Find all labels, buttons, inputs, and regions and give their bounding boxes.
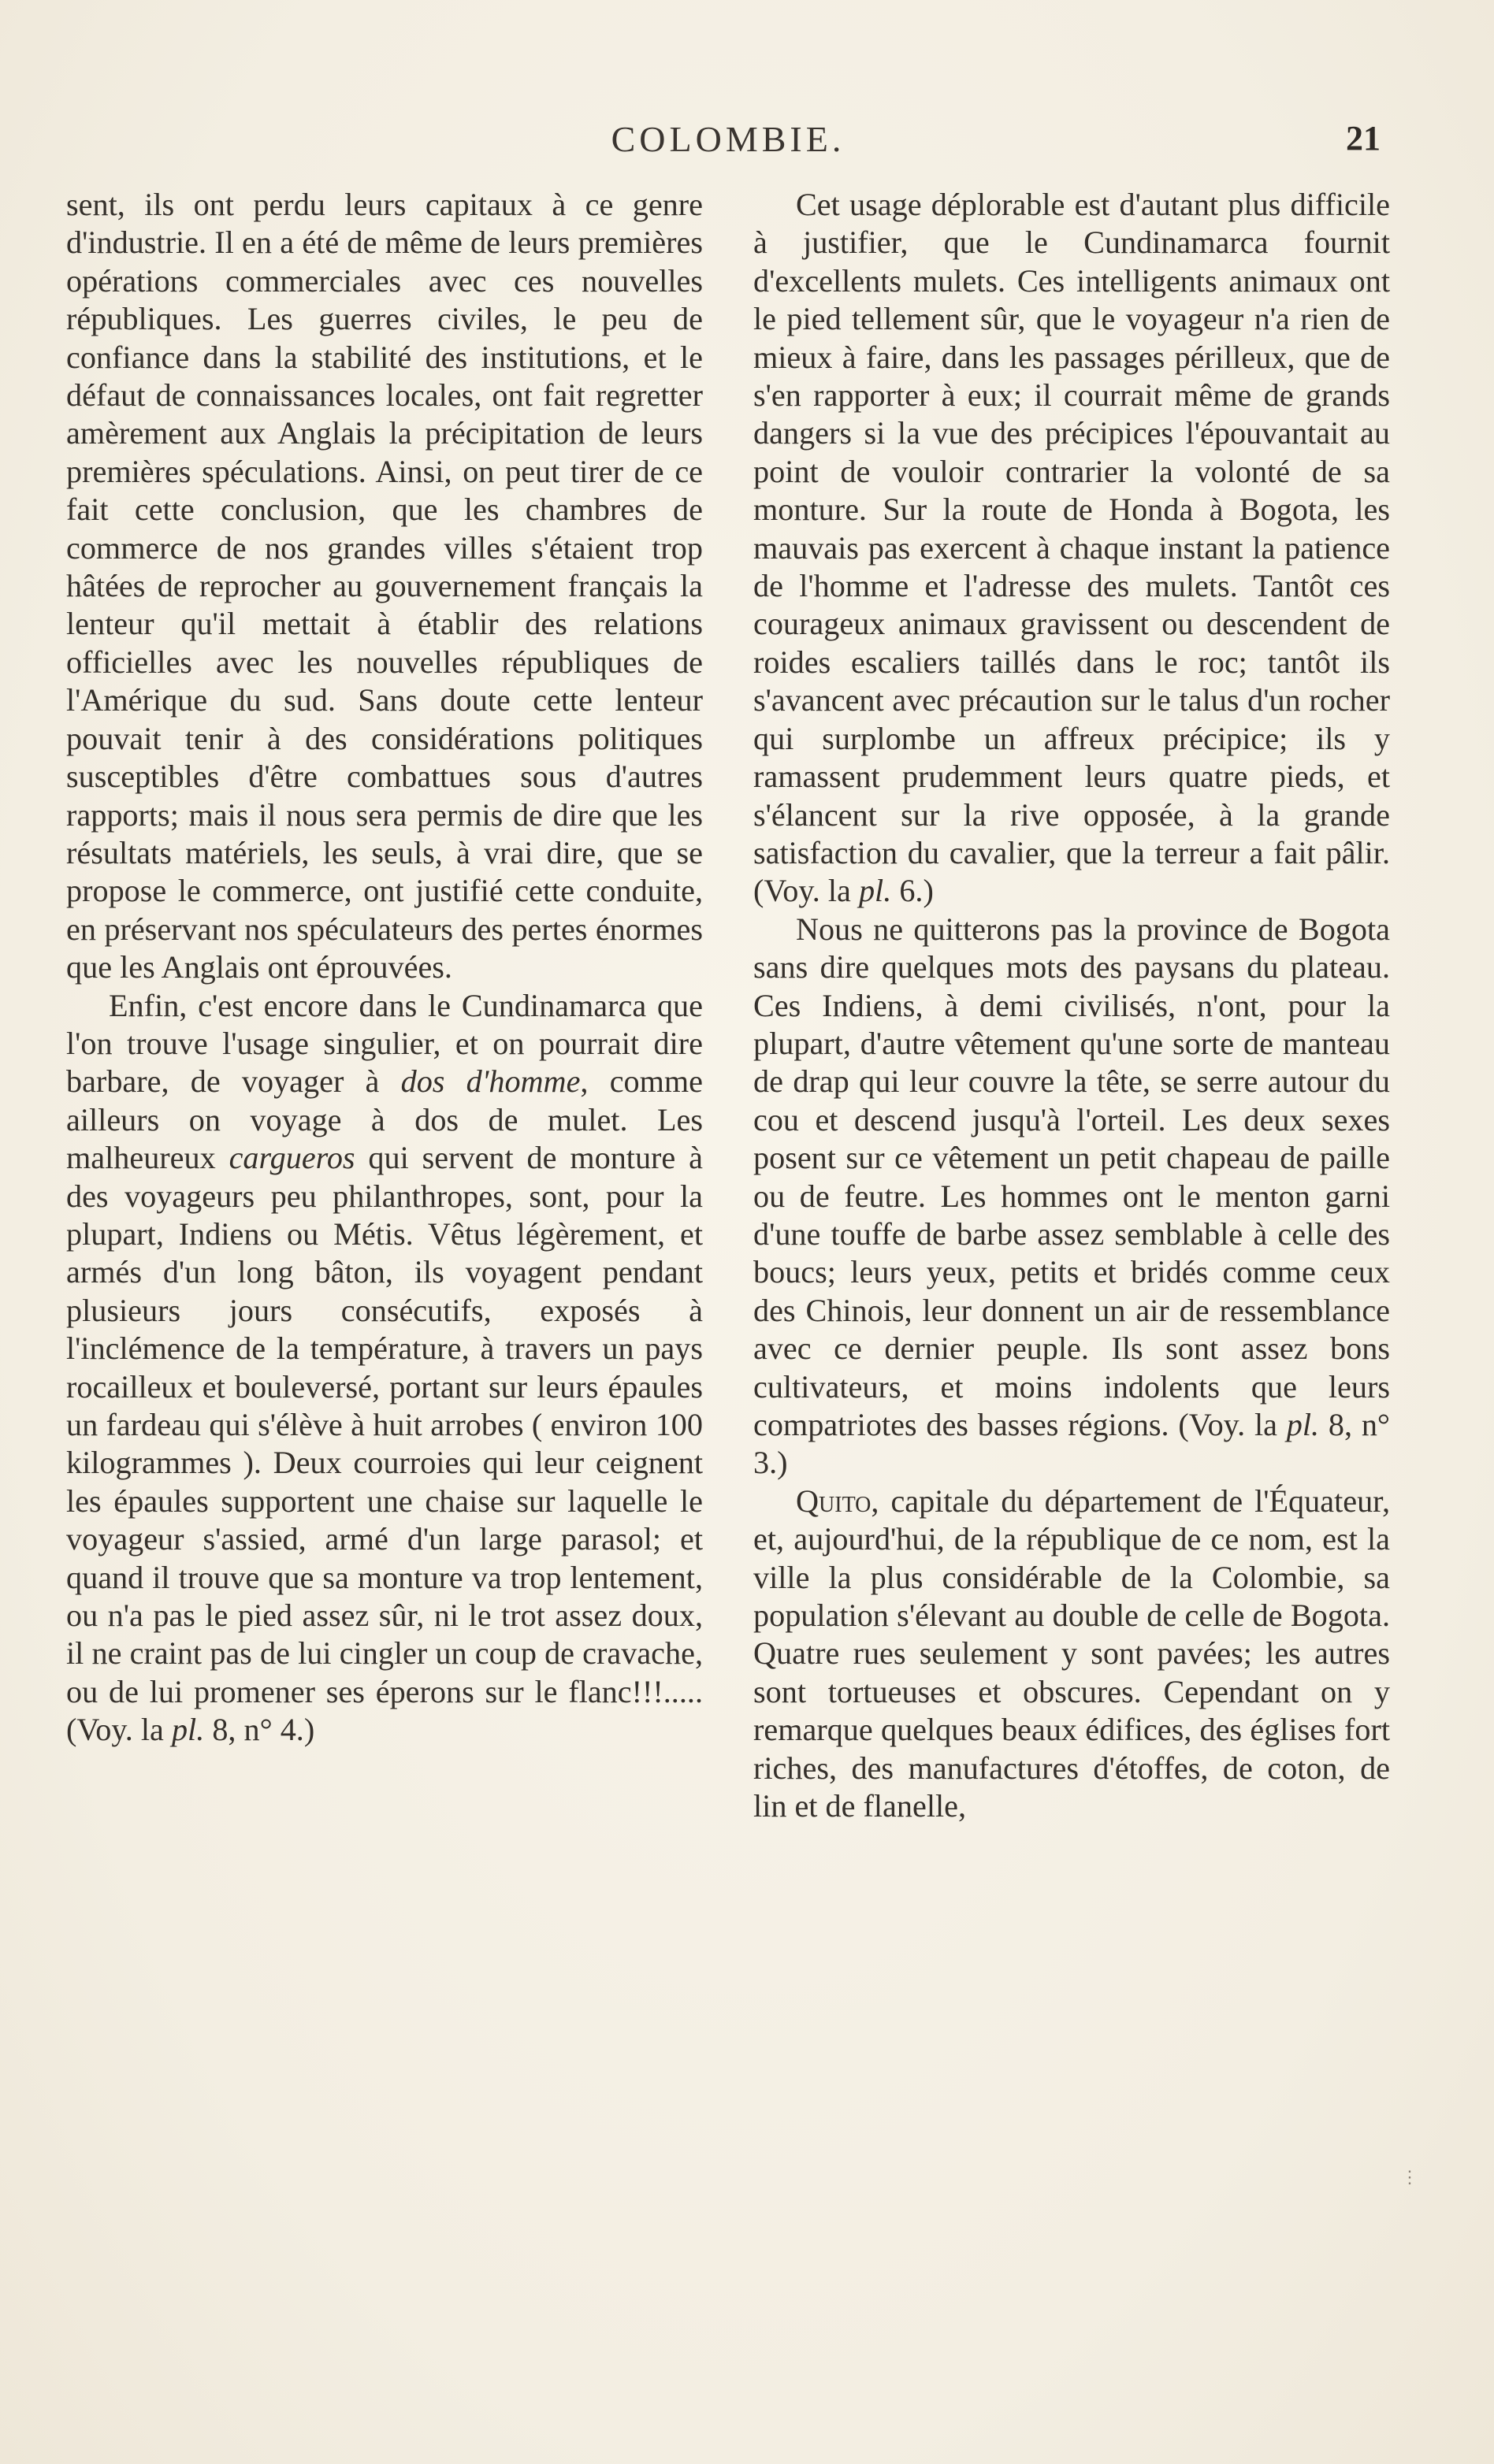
left-column (66, 186, 703, 1750)
right-column (753, 186, 1390, 1825)
paragraph-text: Nous ne quitterons pas la province de Bogota sans dire quelques mots des paysans du plateau. Ces Indiens, à demi civilisés, n'ont, pour la plupart, d'autre vêtement qu'une sorte de manteau de drap qui leur couvre la tête, se serre autour du cou et descend jusqu'à l'orteil. Les deux sexes posent sur ce vêtement un petit chapeau de paille ou de feutre. Les hommes ont le menton garni d'une touffe de barbe assez semblable à celle des boucs; leurs yeux, petits et bridés comme ceux des Chinois, leur donnent un air de ressemblance avec ce dernier peuple. Ils sont assez bons cultivateurs, et moins indolents que leurs compatriotes des basses régions. (Voy. la (753, 911, 1390, 1442)
paragraph-quito (753, 1482, 1390, 1826)
paragraph-text: Enfin, c'est encore dans le Cundinamarca que l'on trouve l'usage singulier, et on pourrait dire barbare, de voyager à (66, 987, 703, 1100)
paragraph-text: 8, n° 3.) (753, 1407, 1391, 1481)
paragraph-text: Cet usage déplorable est d'autant plus difficile à justifier, que le Cundinamarca fournit d'excellents mulets. Ces intelligents animaux ont le pied tellement sûr, que le voyageur n'a rien de mieux à faire, dans les passages périlleux, que de s'en rapporter à eux; il courrait même de grands dangers si la vue des précipices l'épouvantait au point de vouloir contrarier la volonté de sa monture. Sur la route de Honda à Bogota, les mauvais pas exercent à chaque instant la patience de l'homme et l'adresse des mulets. Tantôt ces courageux animaux gravissent ou descendent de roides escaliers taillés dans le roc; tantôt ils s'avancent avec précaution sur le talus d'un rocher qui surplombe un affreux précipice; ils y ramassent prudemment leurs quatre pieds, et s'élancent sur la rive opposée, à la grande satisfaction du cavalier, que la terreur a fait pâlir. (Voy. la (753, 187, 1390, 909)
paragraph-cargueros (66, 987, 703, 1750)
place-name-smallcaps: Quito (796, 1482, 872, 1519)
paragraph-text: , capitale du département de l'Équateur, et, aujourd'hui, de la république de ce nom, est la ville la plus considérable de la Colombie, sa population s'élevant au double de celle de Bogota. Quatre rues seulement y sont pavées; les autres sont tortueuses et obscures. Cependant on y remarque quelques beaux édifices, des églises fort riches, des manufactures d'étoffes, de coton, de lin et de flanelle, (753, 1482, 1390, 1824)
plate-reference: pl. (171, 1712, 205, 1748)
margin-mark: ⋮ (1401, 2168, 1418, 2188)
page-number: 21 (1346, 119, 1381, 158)
paragraph-text: 8, n° 4.) (204, 1712, 315, 1748)
paragraph-paysans (753, 911, 1390, 1482)
running-title: COLOMBIE. (611, 119, 845, 159)
paragraph-continued (66, 186, 703, 987)
paragraph-mulets (753, 186, 1390, 911)
italic-term: dos d'homme (400, 1063, 581, 1100)
plate-reference: pl. (1286, 1407, 1320, 1442)
paragraph-text: sent, ils ont perdu leurs capitaux à ce genre d'industrie. Il en a été de même de leurs premières opérations commerciales avec ces nouvelles républiques. Les guerres civiles, le peu de confiance dans la stabilité des institutions, et le défaut de connaissances locales, ont fait regretter amèrement aux Anglais la précipitation de leurs premières spéculations. Ainsi, on peut tirer de ce fait cette conclusion, que les chambres de commerce de nos grandes villes s'étaient trop hâtées de reprocher au gouvernement français la lenteur qu'il mettait à établir des relations officielles avec les nouvelles républiques de l'Amérique du sud. Sans doute cette lenteur pouvait tenir à des considérations politiques susceptibles d'être combattues sous d'autres rapports; mais il nous sera permis de dire que les résultats matériels, les seuls, à vrai dire, que se propose le commerce, ont justifié cette conduite, en préservant nos spéculateurs des pertes énormes que les Anglais ont éprouvées. (66, 187, 703, 985)
plate-reference: pl. (858, 873, 892, 909)
paragraph-text: qui servent de monture à des voyageurs peu philanthropes, sont, pour la plupart, Indiens ou Métis. Vêtus légèrement, et armés d'un long bâton, ils voyagent pendant plusieurs jours consécutifs, exposés à l'inclémence de la température, à travers un pays rocailleux et bouleversé, portant sur leurs épaules un fardeau qui s'élève à huit arrobes ( environ 100 kilogrammes ). Deux courroies qui leur ceignent les épaules supportent une chaise sur laquelle le voyageur s'assied, armé d'un large parasol; et quand il trouve que sa monture va trop lentement, ou n'a pas le pied assez sûr, ni le trot assez doux, il ne craint pas de lui cingler un coup de cravache, ou de lui promener ses éperons sur le flanc!!!..... (Voy. la (66, 1140, 703, 1748)
italic-term: cargueros (229, 1140, 355, 1176)
paragraph-text: , comme ailleurs on voyage à dos de mulet. Les malheureux (66, 1063, 703, 1176)
page-header (66, 118, 1390, 165)
paragraph-text: 6.) (891, 873, 934, 909)
